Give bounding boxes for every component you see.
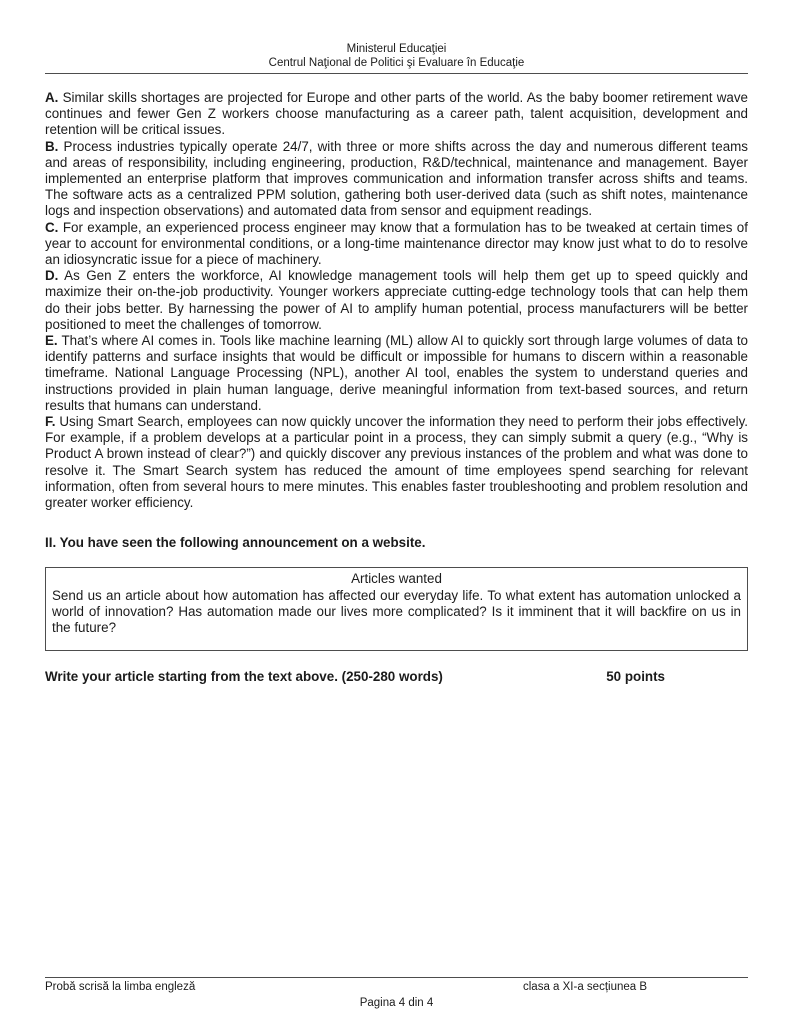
footer-exam-name: Probă scrisă la limba engleză xyxy=(45,981,196,993)
paragraph-a-label: A. xyxy=(45,90,59,105)
paragraph-f-text: Using Smart Search, employees can now quickly uncover the information they need to perform their jobs effectively. For example, if a problem develops at a particular point in a process, they can simply submit a query (e.g., “Why is Product A brown instead of clear?”) and quickly discover any previous instances of the problem and what was done to resolve it. The Smart Search system has reduced the amount of time employees spend searching for relevant information, often from several hours to mere minutes. This enables faster troubleshooting and problem resolution and greater worker efficiency. xyxy=(45,414,748,511)
announcement-title: Articles wanted xyxy=(351,571,442,587)
paragraph-f-label: F. xyxy=(45,414,56,430)
page-header xyxy=(45,43,748,74)
paragraph-f xyxy=(45,414,748,511)
task-points: 50 points xyxy=(606,669,665,685)
paragraph-d-text: As Gen Z enters the workforce, AI knowledge management tools will help them get up to speed quickly and maximize their on-the-job productivity. Younger workers appreciate cutting-edge technology tools that can help them do their jobs better. By harnessing the power of AI to amplify human potential, process manufacturers will be better positioned to meet the challenges of tomorrow. xyxy=(45,268,749,332)
page-footer xyxy=(45,977,748,1010)
paragraph-e-label: E. xyxy=(45,333,58,349)
paragraph-b-label: B. xyxy=(45,138,59,154)
header-center-name: Centrul Naţional de Politici şi Evaluare în Educaţie xyxy=(268,56,525,69)
paragraph-b-text: Process industries typically operate 24/7, with three or more shifts across the day and numerous different teams and areas of responsibility, including engineering, production, R&D/technical, maintenance and management. Bayer implemented an enterprise platform that improves communication and information transfer across shifts and teams. The software acts as a centralized PPM solution, gathering both user-derived data (such as shift notes, maintenance logs and inspection observations) and automated data from sensor and equipment readings. xyxy=(45,138,748,219)
paragraph-c xyxy=(45,220,748,269)
section-ii-heading: II. You have seen the following announcement on a website. xyxy=(45,535,426,551)
paragraph-a xyxy=(45,90,748,139)
paragraph-a-text: Similar skills shortages are projected for Europe and other parts of the world. As the baby boomer retirement wave continues and fewer Gen Z workers choose manufacturing as a career path, talent acquisition, development and retention will be critical issues. xyxy=(45,90,748,138)
header-ministry: Ministerul Educaţiei xyxy=(346,43,447,55)
document-body xyxy=(45,90,748,686)
paragraph-e-text: That’s where AI comes in. Tools like machine learning (ML) allow AI to quickly sort through large volumes of data to identify patterns and surface insights that would be difficult or impossible for humans to discern within a reasonable timeframe. National Language Processing (NPL), another AI tool, enables the system to understand queries and instructions provided in plain human language, derive meaningful information from text-based sources, and return results that humans can understand. xyxy=(45,333,748,413)
footer-page-number: Pagina 4 din 4 xyxy=(359,997,434,1009)
paragraph-d xyxy=(45,268,748,333)
paragraph-d-label: D. xyxy=(45,268,59,284)
paragraph-c-label: C. xyxy=(45,219,59,235)
paragraph-e xyxy=(45,333,748,414)
paragraph-b xyxy=(45,139,748,220)
footer-row xyxy=(45,980,748,994)
announcement-box xyxy=(45,567,748,651)
task-row xyxy=(45,669,748,685)
footer-class-section: clasa a XI-a secțiunea B xyxy=(523,981,648,993)
announcement-text: Send us an article about how automation has affected our everyday life. To what extent has automation unlocked a world of innovation? Has automation made our lives more complicated? Is it imminent that it will backfire on us in the future? xyxy=(52,587,741,636)
task-instruction: Write your article starting from the text above. (250-280 words) xyxy=(45,669,443,685)
paragraph-c-text: For example, an experienced process engineer may know that a formulation has to be tweaked at certain times of year to account for environmental conditions, or a long-time maintenance director may know just what to do to resolve an idiosyncratic issue for a piece of machinery. xyxy=(45,219,748,268)
